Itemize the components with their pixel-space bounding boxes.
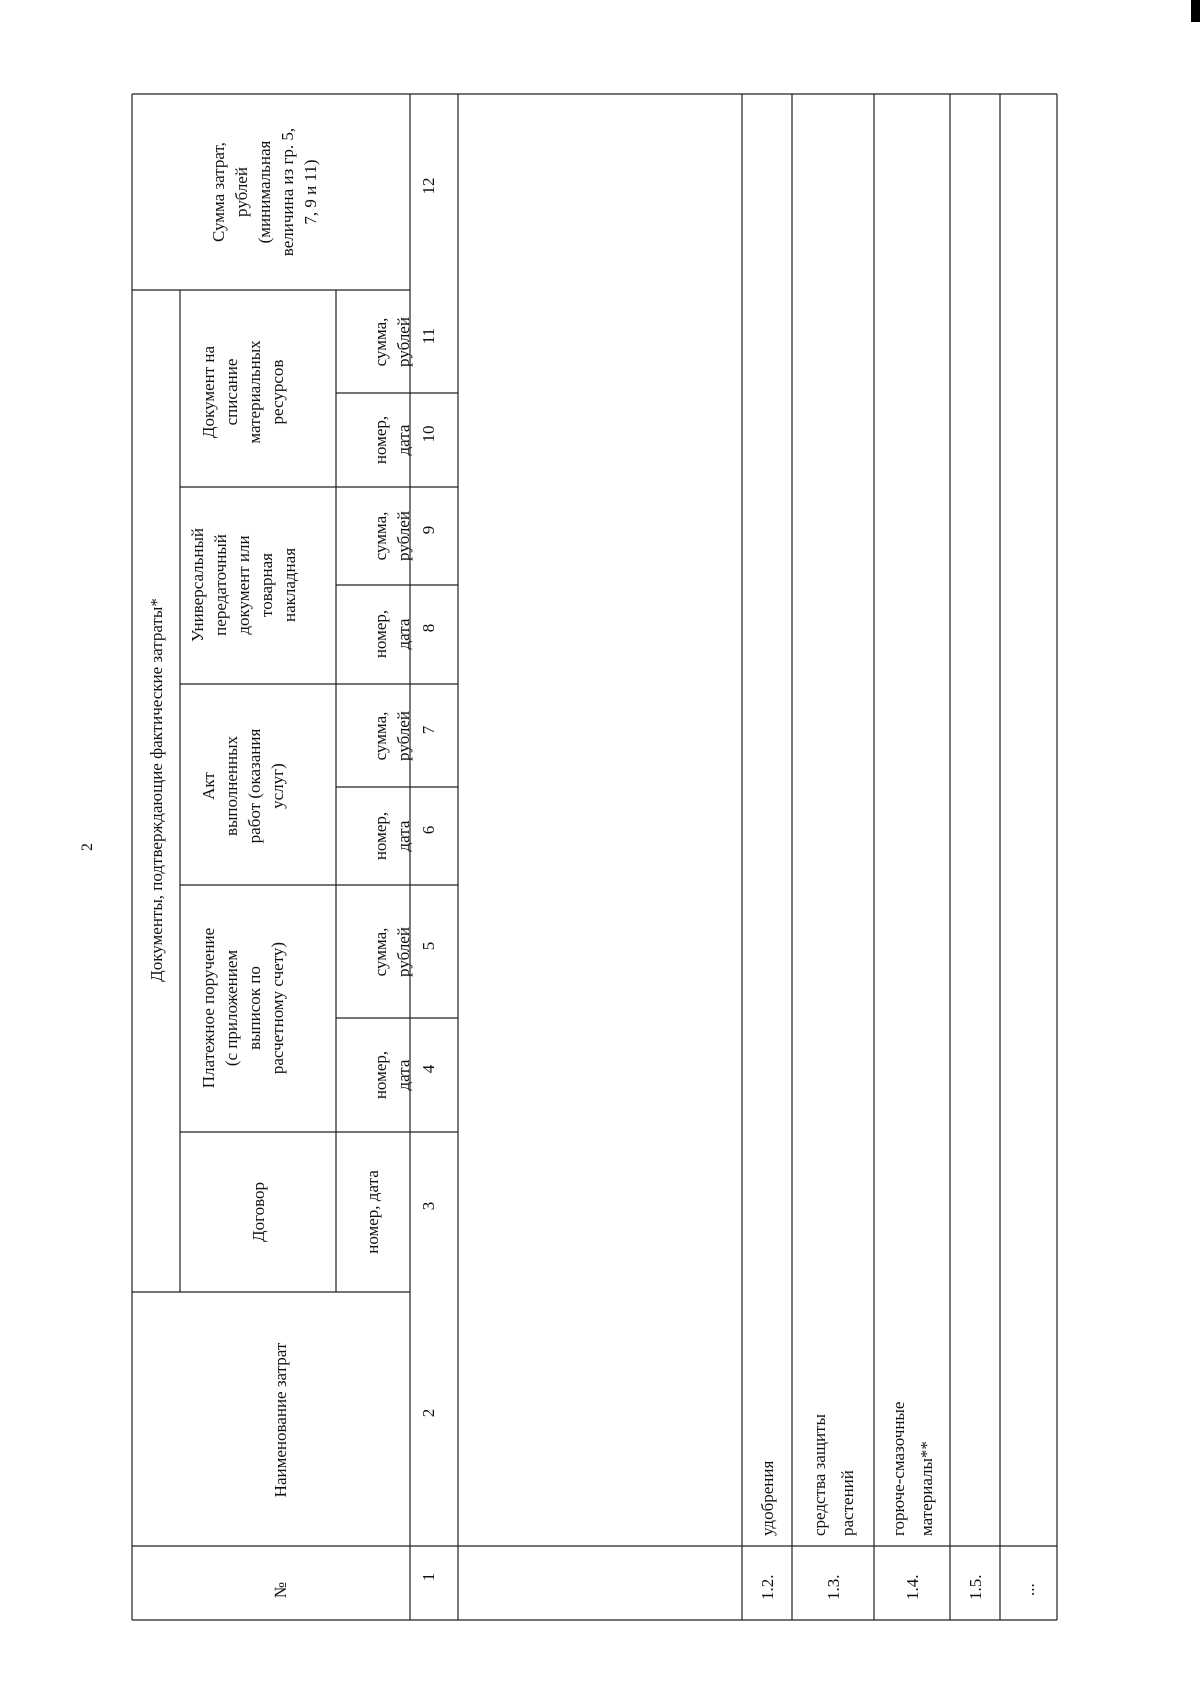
header-platezh-line: (с приложением bbox=[222, 949, 241, 1067]
colnum: 3 bbox=[419, 1201, 438, 1211]
header-spisanie-line: Документ на bbox=[199, 345, 218, 439]
header-upd bbox=[188, 528, 299, 642]
header-summa-line: Сумма затрат, bbox=[209, 142, 228, 242]
sub-label: сумма, bbox=[371, 711, 390, 761]
sub-spisanie-nomer bbox=[371, 416, 413, 464]
header-name: Наименование затрат bbox=[271, 1342, 290, 1498]
sub-label: дата bbox=[394, 1059, 413, 1091]
header-platezh bbox=[199, 928, 287, 1088]
colnum: 10 bbox=[419, 425, 438, 443]
row-1-3-name-line: средства защиты bbox=[810, 1414, 829, 1536]
row-1-4-name bbox=[889, 1402, 936, 1536]
sub-platezh-summa bbox=[371, 927, 413, 977]
header-akt-line: выполненных bbox=[222, 735, 241, 837]
sub-platezh-nomer bbox=[371, 1051, 413, 1099]
header-dogovor-sub: номер, дата bbox=[363, 1170, 382, 1254]
row-1-4-name-line: материалы** bbox=[917, 1441, 936, 1536]
row-1-2-num: 1.2. bbox=[758, 1574, 777, 1600]
sub-label: номер, bbox=[371, 415, 390, 465]
sub-upd-summa bbox=[371, 511, 413, 561]
header-upd-line: Универсальный bbox=[188, 527, 207, 643]
header-akt-line: Акт bbox=[199, 772, 218, 800]
sub-akt-summa bbox=[371, 711, 413, 761]
row-1-3-name-line: растений bbox=[838, 1470, 857, 1536]
sub-upd-nomer bbox=[371, 610, 413, 658]
sub-label: номер, bbox=[371, 609, 390, 659]
colnum: 1 bbox=[419, 1572, 438, 1582]
sub-label: рублей bbox=[394, 711, 413, 761]
row-1-3-name bbox=[810, 1414, 857, 1536]
sub-label: рублей bbox=[394, 511, 413, 561]
colnum: 6 bbox=[419, 825, 438, 835]
header-no: № bbox=[271, 1581, 290, 1599]
colnum: 12 bbox=[419, 177, 438, 195]
sub-label: рублей bbox=[394, 317, 413, 367]
header-dogovor: Договор bbox=[249, 1181, 268, 1243]
row-1-4-num: 1.4. bbox=[903, 1574, 922, 1600]
header-upd-line: документ или bbox=[234, 535, 253, 635]
header-summa-line: величина из гр. 5, bbox=[278, 127, 297, 257]
row-ellipsis-num: ... bbox=[1019, 1583, 1038, 1596]
row-1-4-name-line: горюче-смазочные bbox=[889, 1401, 908, 1536]
header-akt bbox=[199, 729, 287, 844]
sub-spisanie-summa bbox=[371, 317, 413, 367]
header-platezh-line: Платежное поручение bbox=[199, 927, 218, 1089]
colnum: 11 bbox=[419, 327, 438, 345]
colnum: 9 bbox=[419, 525, 438, 535]
header-spisanie-line: списание bbox=[222, 358, 241, 426]
row-1-2-name: удобрения bbox=[758, 1460, 777, 1536]
sub-label: рублей bbox=[394, 927, 413, 977]
sub-akt-nomer bbox=[371, 812, 413, 860]
header-akt-line: работ (оказания bbox=[245, 728, 264, 844]
sub-label: дата bbox=[394, 424, 413, 456]
header-upd-line: передаточный bbox=[211, 534, 230, 636]
row-1-3-num: 1.3. bbox=[824, 1574, 843, 1600]
header-summa bbox=[209, 128, 320, 256]
sub-label: дата bbox=[394, 820, 413, 852]
sub-label: сумма, bbox=[371, 927, 390, 977]
header-spisanie bbox=[199, 340, 287, 444]
page-number: 2 bbox=[79, 843, 96, 851]
sub-label: сумма, bbox=[371, 511, 390, 561]
colnum: 5 bbox=[419, 941, 438, 951]
header-summa-line: (минимальная bbox=[255, 140, 274, 244]
header-summa-line: 7, 9 и 11) bbox=[301, 159, 320, 225]
header-spisanie-line: ресурсов bbox=[268, 359, 287, 425]
header-upd-line: накладная bbox=[280, 547, 299, 623]
header-akt-line: услуг) bbox=[268, 763, 287, 809]
colnum: 2 bbox=[419, 1408, 438, 1418]
header-platezh-line: расчетному счету) bbox=[268, 941, 287, 1075]
header-platezh-line: выписок по bbox=[245, 966, 264, 1050]
row-1-5-num: 1.5. bbox=[966, 1574, 985, 1600]
header-summa-line: рублей bbox=[232, 167, 251, 217]
header-group: Документы, подтверждающие фактические затраты* bbox=[147, 598, 166, 982]
sub-label: сумма, bbox=[371, 317, 390, 367]
colnum: 8 bbox=[419, 623, 438, 633]
sub-label: номер, bbox=[371, 811, 390, 861]
colnum: 4 bbox=[419, 1064, 438, 1074]
colnum: 7 bbox=[419, 725, 438, 735]
header-upd-line: товарная bbox=[257, 552, 276, 618]
header-spisanie-line: материальных bbox=[245, 340, 264, 444]
sub-label: номер, bbox=[371, 1050, 390, 1100]
sub-label: дата bbox=[394, 618, 413, 650]
